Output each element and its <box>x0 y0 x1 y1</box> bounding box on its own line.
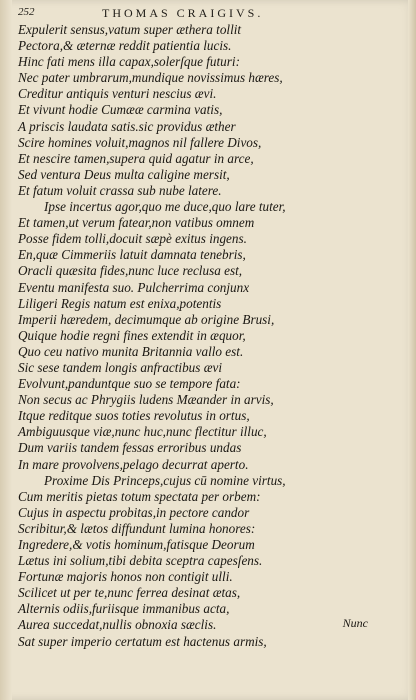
verse-line: Oracli quæsita fides,nunc luce reclusa est, <box>18 263 243 279</box>
verse-line: Non secus ac Phrygiis ludens Mæander in arvis, <box>18 392 274 408</box>
verse-line: Cum meritis pietas totum spectata per orbem: <box>18 488 261 504</box>
verse-line: Sic sese tandem longis anfractibus ævi <box>18 359 223 375</box>
verse-line: Fortunæ majoris honos non contigit ulli. <box>18 569 233 585</box>
verse-line: Quo ceu nativo munita Britannia vallo est. <box>18 343 244 359</box>
verse-line: Ambiguusque viæ,nunc huc,nunc flectitur illuc, <box>18 424 267 440</box>
verse-line: Ipse incertus agor,quo me duce,quo lare tuter, <box>44 199 286 215</box>
verse-line: Et tamen,ut verum fatear,non vatibus omnem <box>18 215 255 231</box>
verse-line: Aurea succedat,nullis obnoxia sæclis. <box>18 617 217 633</box>
verse-line: Scribitur,& lætos diffundunt lumina honores: <box>18 520 256 536</box>
catchword: Nunc <box>342 616 368 630</box>
verse-line: Et nescire tamen,supera quid agatur in arce, <box>18 150 254 166</box>
verse-line: Scilicet ut per te,nunc ferrea desinat ætas, <box>18 585 241 601</box>
verse-line: Liligeri Regis natum est enixa,potentis <box>18 295 222 311</box>
verse-line: Quique hodie regni fines extendit in æquor, <box>18 327 246 343</box>
verse-line: Lætus ini solium,tibi debita sceptra capesſens. <box>18 553 263 569</box>
verse-line: Eventu manifesta suo. Pulcherrima conjunx <box>18 279 250 295</box>
verse-line: Pectora,& æternæ reddit patientia lucis. <box>18 38 232 54</box>
verse-line: Hinc fati mens illa capax,solerſque futuri: <box>18 54 240 70</box>
verse-line: Dum variis tandem fessas erroribus undas <box>18 440 242 456</box>
verse-line: Itque reditque suos toties revolutus in ortus, <box>18 408 250 424</box>
verse-line: Ingredere,& votis hominum,fatisque Deorum <box>18 537 255 552</box>
verse-line: In mare provolvens,pelago decurrat aperto. <box>18 456 249 472</box>
verse-line: Scire homines voluit,magnos nil fallere Divos, <box>18 134 262 150</box>
verse-line: Posse fidem tolli,docuit sæpè exitus ingens. <box>18 231 247 247</box>
page-gutter <box>0 0 12 700</box>
verse-line: Et fatum voluit crassa sub nube latere. <box>18 182 222 198</box>
verse-line: Creditur antiquis venturi nescius ævi. <box>18 86 217 102</box>
verse-line: Sed ventura Deus multa caligine mersit, <box>18 166 230 182</box>
verse-line: A priscis laudata satis.sic providus æther <box>18 118 236 134</box>
page-number: 252 <box>18 6 35 18</box>
verse-line: Nec pater umbrarum,mundique novissimus hæres, <box>18 70 283 86</box>
page-edge <box>408 0 416 700</box>
verse-line: Evolvunt,panduntque suo se tempore fata: <box>18 376 241 392</box>
verse-line: En,quæ Cimmeriis latuit damnata tenebris, <box>18 247 246 263</box>
verse-line: Proxime Dis Princeps,cujus cū nomine virtus, <box>44 472 286 488</box>
verse-line: Cujus in aspectu probitas,in pectore candor <box>18 504 250 520</box>
poem-text <box>18 22 384 650</box>
verse-line: Alternis odiis,furiisque immanibus acta, <box>18 601 230 617</box>
verse-line: Sat super imperio certatum est hactenus armis, <box>18 633 267 649</box>
verse-line: Expulerit sensus,vatum super æthera tollit <box>18 22 242 37</box>
running-title: THOMAS CRAIGIVS. <box>102 6 264 20</box>
verse-line: Imperii hæredem, decimumque ab origine Brusi, <box>18 311 275 327</box>
verse-line: Et vivunt hodie Cumææ carmina vatis, <box>18 102 223 118</box>
